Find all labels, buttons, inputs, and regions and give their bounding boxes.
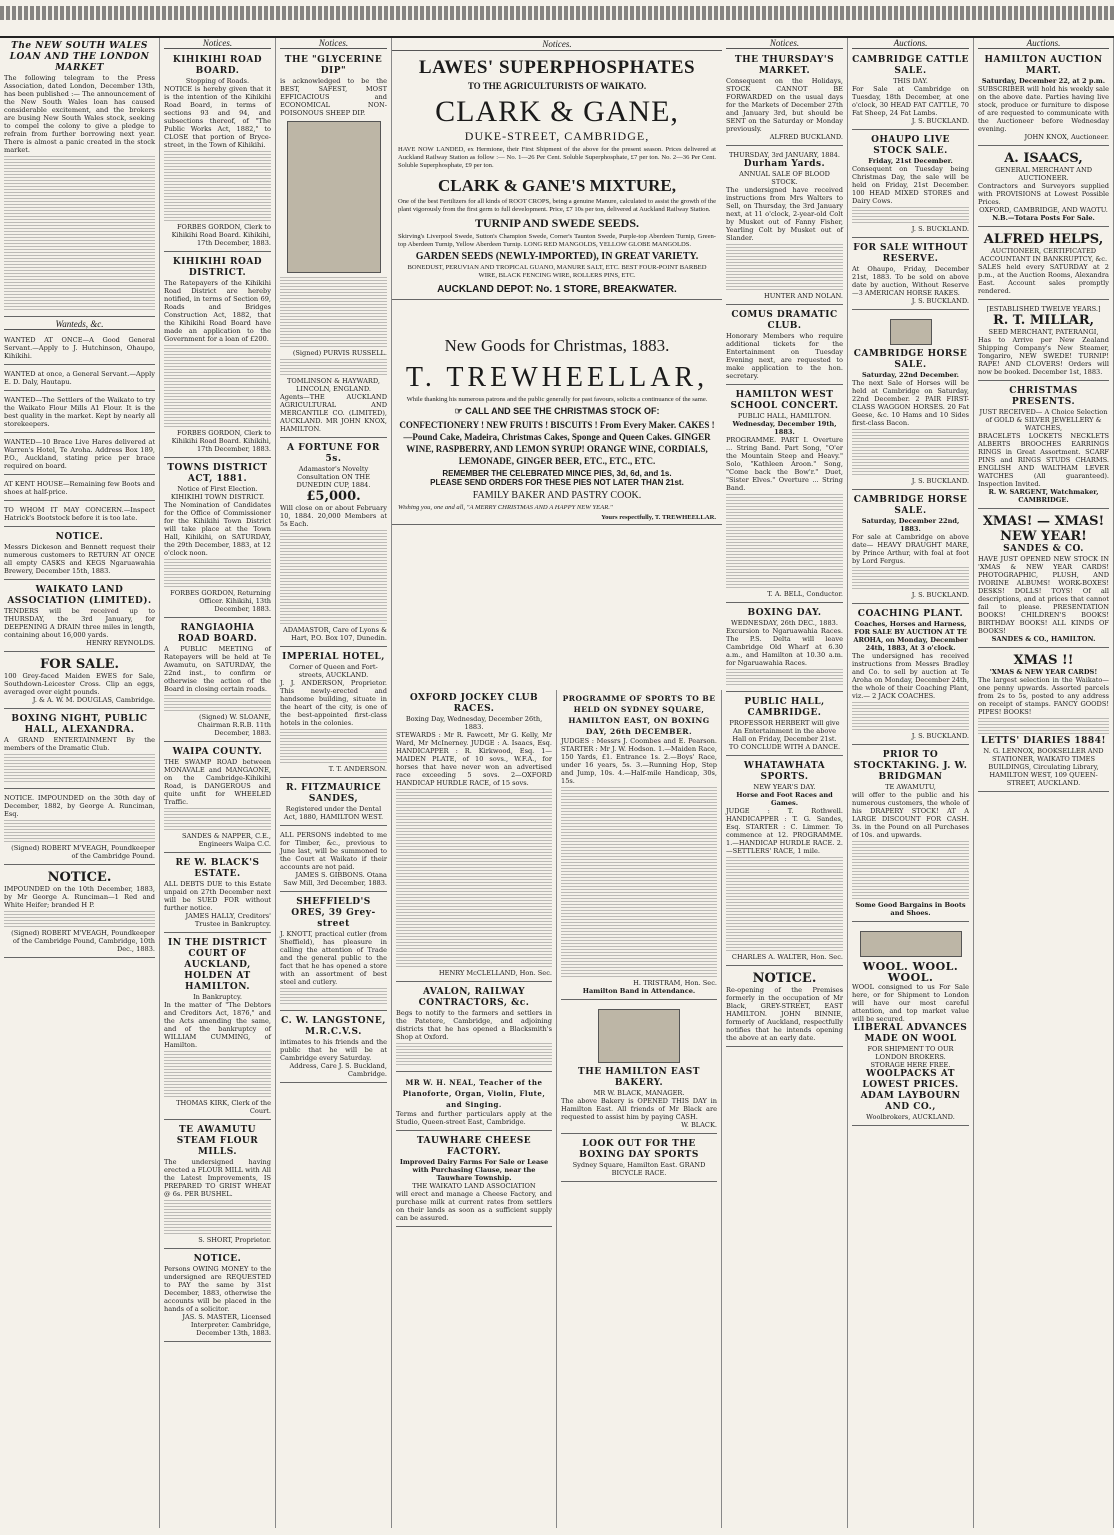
ad-body: Honorary Members who require additional tickets for the Entertainment on Tuesday Evening next, are requested to make application to the hon. secretary. [726,332,843,380]
ad-title: PROGRAMME OF SPORTS TO BE HELD ON SYDNEY SQUARE, HAMILTON EAST, ON BOXING DAY, 26th DECEMBER. [562,694,716,736]
ad-subtitle: Saturday, December 22, at 2 p.m. [981,77,1106,85]
column-2 [160,38,276,1528]
ad-district-court [164,935,271,1120]
ad-body: BRACELETS LOCKETS NECKLETS ALBERTS BROOCHES EARRINGS RINGS in Great Assortment. SCARF PINS and RINGS STUDS CHARMS. ENGLISH AND WALTHAM LEVER WATCHES (All guaranteed). Inspection Invited. [978,432,1109,488]
ad-signature: Yours respectfully, T. TREWHEELLAR. [601,514,716,521]
ad-signature: N. G. LENNOX, BOOKSELLER AND STATIONER, WAIKATO TIMES BUILDINGS, Circulating Library, HAMILTON WEST, 109 QUEEN-STREET, AUCKLAND. [983,747,1104,787]
ad-oxford-jockey-club [396,690,552,982]
ad-body: Messrs Dickeson and Bennett request their numerous customers to RETURN AT ONCE all empty CASKS and KEGS Ngaruawahia Brewery, December 15th, 1883. [4,543,155,575]
ad-body: will offer to the public and his numerous customers, the whole of his DRAPERY STOCK! AT A LARGE DISCOUNT FOR CASH. 3s. in the Pound on all Purchases of 10s. and upwards. [852,791,969,839]
ad-subtitle: TO THE AGRICULTURISTS OF WAIKATO. [467,81,647,91]
ad-subtitle: THIS DAY. [893,77,928,85]
ad-title: ALFRED HELPS, [983,232,1104,247]
ad-body: Contractors and Surveyors supplied with PROVISIONS at Lowest Possible Prices. [978,182,1109,206]
ad-body: 100 Grey-faced Maiden EWES for Sale, Southdown-Leicester Cross. Clip an eggs, averaged over eight pounds. [4,672,155,696]
bakery-illustration [598,1009,680,1063]
ad-subtitle: Horse and Foot Races and Games. [736,791,833,807]
ad-wanted-3: WANTED—The Settlers of the Waikato to try the Waikato Flour Mills A1 Flour. It is the best quality in the market. Kept by nearly all storekeepers. [4,393,155,433]
ad-signature: HENRY McCLELLAND, Hon. Sec. [438,969,552,977]
ad-body: TENDERS will be received up to THURSDAY, the 3rd January, for DEEPENING A DRAIN three miles in length, containing about 16,000 yards. [4,607,155,639]
ad-prize: £5,000. [306,489,361,504]
ad-notice-binnie [726,968,843,1047]
section-wanteds: Wanteds, &c. [4,319,155,330]
ad-heading-liberal: LIBERAL ADVANCES MADE ON WOOL [853,1023,968,1044]
ad-title: PUBLIC HALL, CAMBRIDGE. [744,697,825,718]
ad-christmas-presents [978,383,1109,509]
ad-lawes-superphosphates [392,38,722,300]
ad-body: Consequent on Tuesday being Christmas Day, the sale will be held on Friday, 21st December. 100 HEAD MIXED STORES and Dairy Cows. [852,165,969,205]
ad-cambridge-cattle-sale [852,52,969,130]
ad-wanted-4: WANTED—10 Brace Live Hares delivered at Warren's Hotel, Te Aroha. Address Box 189, P.O., Auckland, stating price per brace required on board. [4,435,155,475]
ad-waipa-county [164,744,271,853]
ad-body: IMPOUNDED on the 10th December, 1883, by Mr George A. Runciman—1 Red and White Heifer; branded H P. [4,885,155,909]
ad-lennox-xmas [978,650,1109,792]
ad-laybourn-wool [852,924,969,1126]
ad-signature: (Signed) W. SLOANE, Chairman R.R.B. 11th December, 1883. [197,713,271,737]
ad-title: New Goods for Christmas, 1883. [444,336,670,355]
ad-signature: ADAMASTOR, Care of Lyons & Hart, P.O. Box 107, Dunedin. [283,626,387,642]
article-body: The following telegram to the Press Association, dated London, December 13th, has been published :— The announcement of the New South Wales loan has caused considerable excitement, and the brokers are busing New South Wales stock, seeking to compel the colony to give a pledge to refrain from further borrowing next year. There is almost a panic created in the stock market. [4,74,155,154]
column-1 [0,38,160,1528]
column-6 [848,38,974,1528]
ad-heading-garden: GARDEN SEEDS (NEWLY-IMPORTED), IN GREAT VARIETY. [415,251,699,262]
pointing-hand-icon: ☞ [454,406,466,416]
ad-sale-without-reserve [852,240,969,310]
article-nsw-loan [4,38,155,317]
ad-body: HAVE JUST OPENED NEW STOCK IN 'XMAS & NEW YEAR CARDS! PHOTOGRAPHIC, PLUSH, AND IVORINE ALBUMS! WORK-BOXES! DESKS! DOLLS! TOYS! Of all descriptions, and at prices that cannot fail to please. PRESENTATION BOOKS! CHILDREN'S BOOKS! BIRTHDAY BOOKS! ALL KINDS OF BOOKS! [978,555,1109,635]
ad-body: BONEDUST, PERUVIAN AND TROPICAL GUANO, MANURE SALT, ETC. BEST FOUR-POINT BARBED WIRE, BLACK FENCING WIRE, ROLLERS PINS, ETC. [407,264,707,279]
ad-hamilton-auction-mart [978,52,1109,146]
ad-body: While thanking his numerous patrons and the public generally for past favours, solicits a continuance of the same. [406,396,708,403]
ad-body: A PUBLIC MEETING of Ratepayers will be held at Te Awamutu, on SATURDAY, the 22nd inst., to confirm or otherwise the action of the Board in closing certain roads. [164,645,271,693]
ad-subtitle: JUST RECEIVED— A Choice Selection of GOLD & SILVER JEWELLERY & WATCHES, [979,408,1108,432]
ad-call [392,406,722,417]
ad-body: NOTICE. IMPOUNDED on the 30th day of December, 1882, by George A. Runciman, Esq. [4,794,155,818]
ad-heading-mixture: CLARK & GANE'S MIXTURE, [437,176,677,195]
ad-body: JUDGE : T. Rothwell. HANDICAPPER : T. G. Sandes, Esq. STARTER : C. Limmer. To commence at 12. PROGRAMME. 1.—HANDICAP HURDLE RACE. 2.—SETTLERS' RACE, 1 mile. [726,807,843,855]
ad-title: A. ISAACS, [1004,151,1083,166]
ad-title: AVALON, RAILWAY CONTRACTORS, &c. [418,987,530,1008]
ad-boxing-day-excursion [726,605,843,692]
ad-signature: N.B.—Totara Posts For Sale. [992,214,1095,222]
ad-bridgman-drapery [852,747,969,922]
ad-boxing-night [4,711,155,789]
ad-body: Re-opening of the Premises formerly in the occupation of Mr Black, GREY-STREET, EAST HAMILTON. JOHN BINNIE, formerly of Auckland, respectfully notifies that he intends opening the above at an early date. [726,986,843,1042]
ad-items: CONFECTIONERY ! NEW FRUITS ! BISCUITS ! From Every Maker. CAKES !—Pound Cake, Madeira, Christmas Cakes, Sponge and Queen Cakes. GINGER WINE, RASPBERRY, AND LEMON SYRUP! ORANGE WINE, CORDIALS, LEMONADE, GINGER BEER, ETC., ETC., ETC. [399,420,715,466]
ad-signature: J. S. BUCKLAND. [911,591,969,599]
ad-title: A FORTUNE FOR 5s. [287,443,380,464]
ad-body: The undersigned has received instructions from Messrs Bradley and Co. to sell by auction at Te Aroha on Monday, December 24th, the whole of their Coaching Plant, viz.— 2 JACK COACHES. [852,652,969,700]
ad-orders: PLEASE SEND ORDERS FOR THESE PIES NOT LATER THAN 21st. [430,478,684,487]
column-header: Notices. [392,38,722,51]
ad-title: COMUS DRAMATIC CLUB. [731,310,838,331]
ad-millar-seeds [978,302,1109,381]
ad-notice-master [164,1251,271,1342]
ad-hamilton-east-bakery [561,1002,717,1134]
ad-body: For Sale at Cambridge on Tuesday, 18th December, at one o'clock, 30 HEAD FAT CATTLE, 70 Fat Sheep, 24 Fat Lambs. [852,85,969,117]
ad-isaacs [978,148,1109,227]
ad-signature: W. BLACK. [681,1121,717,1129]
ad-subtitle: SANDES & CO. [1003,544,1084,554]
ad-body: The undersigned having erected a FLOUR MILL with All the Latest Improvements, IS PREPARED TO GRIST WHEAT @ 6s. PER BUSHEL. [164,1158,271,1198]
ad-subtitle: AUCTIONEER, CERTIFICATED ACCOUNTANT IN BANKRUPTCY, &c. [979,247,1108,263]
ad-subtitle: Improved Dairy Farms For Sale or Lease with Purchasing Clause, near the Tauwhare Township. [399,1158,549,1182]
ad-title: BOXING NIGHT, PUBLIC HALL, ALEXANDRA. [11,714,148,735]
ad-firm-name: ADAM LAYBOURN AND CO., [860,1091,961,1112]
ad-title: THE HAMILTON EAST BAKERY. [578,1067,700,1088]
ad-body: The Nomination of Candidates for the Office of Commissioner for the Kihikihi Town District will take place at the Town Hall, Kihikihi, on SATURDAY, the 29th December, 1883, at 12 o'clock noon. [164,501,271,557]
ad-impounded [4,791,155,865]
ad-subtitle: 'XMAS & NEW YEAR CARDS! [989,668,1098,676]
ad-established: [ESTABLISHED TWELVE YEARS.] [986,305,1101,313]
ad-subtitle: PUBLIC HALL, HAMILTON. [737,412,832,420]
ad-body: is acknowledged to be the BEST, SAFEST, MOST EFFICACIOUS and ECONOMICAL NON-POISONOUS SHEEP DIP. [280,77,387,117]
ad-signature: JAMES S. GIBBONS. Otana Saw Mill, 3rd December, 1883. [283,871,387,887]
ad-title: NOTICE. [47,870,112,885]
ad-wish: Wishing you, one and all, "A MERRY CHRISTMAS AND A HAPPY NEW YEAR." [398,504,613,511]
ad-rangiaohia-road-board [164,620,271,742]
ad-title: XMAS! — XMAS! NEW YEAR! [982,514,1105,544]
ad-call-text: CALL AND SEE THE CHRISTMAS STOCK OF: [465,406,660,416]
ad-body: THE SWAMP ROAD between MONAVALE and MANGAONE, on the Cambridge-Kihikihi Road, is DANGEROUS and quite unfit for WHEELED Traffic. [164,758,271,806]
ad-title: IN THE DISTRICT COURT OF AUCKLAND, HOLDEN AT HAMILTON. [167,938,268,992]
ad-langstone [280,1013,387,1083]
ad-subtitle: Adamastor's Novelty Consultation ON THE DUNEDIN CUP, 1884. [296,465,371,489]
ad-subtitle: Some Good Bargains in Boots and Shoes. [855,901,966,917]
ad-signature: J. S. BUCKLAND. [911,297,969,305]
ad-title: XMAS !! [1013,653,1074,668]
ad-body: Begs to notify to the farmers and settlers in the Patetere, Cambridge, and adjoining districts that he has opened a Blacksmith's Shop at Oxford. [396,1009,552,1041]
ad-subtitle: Corner of Queen and Fort-streets, AUCKLAND. [289,663,378,679]
ad-body: The undersigned have received instructions from Mrs Walters to Sell, on Thursday, the 3rd January next, at 11 o'clock, 2-year-old Colt by Musket out of Fanny Fisher, Yearling Colt by Musket out of Slander. [726,186,843,242]
ad-subtitle: Woolbrokers, AUCKLAND. [866,1113,955,1121]
ad-title: KIHIKIHI ROAD BOARD. [172,55,263,76]
ad-title: FOR SALE WITHOUT RESERVE. [853,243,968,264]
ad-signature: R. W. SARGENT, Watchmaker, CAMBRIDGE. [988,488,1099,504]
ad-subtitle: ANNUAL SALE OF BLOOD STOCK. [739,170,830,186]
ad-trewheellar [392,330,722,525]
ad-date: THURSDAY, 3rd JANUARY, 1884. [729,151,840,159]
ad-professor-herbert [726,694,843,756]
ad-subtitle: Sydney Square, Hamilton East. GRAND BICYCLE RACE. [572,1161,706,1177]
ad-title: IMPERIAL HOTEL, [282,652,385,662]
ad-body: The largest selection in the Waikato—one penny upwards. Assorted parcels from 2s to 5s, posted to any address on receipt of stamps. FANCY GOODS! PIPES! BOOKS! [978,676,1109,716]
ad-signature: (Signed) PURVIS RUSSELL. [292,349,387,357]
ad-kihikihi-road-board [164,52,271,252]
ad-signature: FORBES GORDON, Clerk to Kihikihi Road Board. Kihikihi, 17th December, 1883. [171,429,271,453]
ad-signature: J. S. BUCKLAND. [911,117,969,125]
ad-title: LOOK OUT FOR THE BOXING DAY SPORTS [579,1139,699,1160]
ad-subtitle: NEW YEAR'S DAY. [753,783,816,791]
ad-title: OXFORD JOCKEY CLUB RACES. [409,693,539,714]
ad-title: RANGIAOHIA ROAD BOARD. [177,623,258,644]
ad-diary: LETTS' DIARIES 1884! [981,736,1106,746]
ad-black-estate [164,855,271,933]
horse-illustration [890,319,932,345]
ad-band: Hamilton Band in Attendance. [582,987,696,995]
ad-subtitle: SEED MERCHANT, PATERANGI, [988,328,1099,336]
article-title: The NEW SOUTH WALES LOAN AND THE LONDON MARKET [9,41,150,73]
sheep-icons [860,931,962,957]
ad-title: KIHIKIHI ROAD DISTRICT. [172,257,263,278]
ad-cambridge-horse-sale-1 [852,312,969,490]
ad-title: TE AWAMUTU STEAM FLOUR MILLS. [176,1125,259,1157]
ad-title: HAMILTON AUCTION MART. [984,55,1103,76]
ad-signature: Orders will now be booked. December 1st, 1883. [978,360,1109,376]
ad-body: The above Bakery is OPENED THIS DAY in Hamilton East. All friends of Mr Black are requested to assist him by paying CASH. [561,1097,717,1121]
ad-address: DUKE-STREET, CAMBRIDGE, [464,129,650,143]
ad-signature: CHARLES A. WALTER, Hon. Sec. [731,953,843,961]
sheep-illustration [287,121,381,273]
ad-signature: Address, Care J. S. Buckland, Cambridge. [289,1062,387,1078]
ad-adamastor [280,440,387,647]
ad-body: Terms and further particulars apply at the Studio, Queen-street East, Cambridge. [396,1110,552,1126]
ad-signature: TOMLINSON & HAYWARD, LINCOLN, ENGLAND. [287,377,380,393]
column-5 [722,38,848,1528]
ad-date: Wednesday, December 19th, 1883. [732,420,837,436]
ad-heading-turnip: TURNIP AND SWEDE SEEDS. [474,216,640,230]
ad-wanted-2: WANTED at once, a General Servant.—Apply E. D. Daly, Hautapu. [4,367,155,391]
column-header: Notices. [280,38,387,49]
ad-body: Excursion to Ngaruawahia Races. The P.S. Delta will leave Cambridge Old Wharf at 6.30 a.m., and Hamilton at 10.30 a.m. for Ngaruawahia Races. [726,627,843,667]
ad-body: WOOL consigned to us For Sale here, or for Shipment to London will have our most careful attention, and top market value will be secured. [852,983,969,1023]
ad-signature: SANDES & NAPPER, C.E., Engineers Waipa C.C. [181,832,271,848]
ad-body: In the matter of "The Debtors and Creditors Act, 1876," and the Acts amending the same, and of the bankruptcy of WILLIAM CUMMING, of Hamilton. [164,1001,271,1049]
ad-imperial-hotel [280,649,387,778]
ad-title: WOOL. WOOL. WOOL. [862,960,959,984]
ad-title: WHATAWHATA SPORTS. [743,761,826,782]
ad-title: HAMILTON WEST SCHOOL CONCERT. [730,390,839,411]
ad-blood-stock [726,148,843,305]
ad-sheffield [280,894,387,1011]
ad-comus-dramatic [726,307,843,385]
ad-title: FOR SALE. [40,657,119,672]
ad-title: R. FITZMAURICE SANDES, [285,783,382,804]
ad-subtitle: THE WAIKATO LAND ASSOCIATION [412,1182,536,1190]
ad-title: WAIKATO LAND ASSOCIATION (LIMITED). [7,585,152,606]
ad-title: THE "GLYCERINE DIP" [284,55,383,76]
ad-signature: (Signed) ROBERT M'VEAGH, Poundkeeper of the Cambridge Pound, Cambridge, 10th Dec., 1883. [11,929,155,953]
ad-title: LAWES' SUPERPHOSPHATES [418,57,696,78]
ad-body: Has to Arrive per New Zealand Shipping Company's New Steamer, Tongariro, NEW SWEDE! TURNIP! RAPE! AND CLOVERS! [978,336,1109,368]
ad-signature: H. TRISTRAM, Hon. Sec. [633,979,717,987]
ad-subtitle: KIHIKIHI TOWN DISTRICT. [170,493,265,501]
ad-signature: JAMES HALLY, Creditors' Trustee in Bankruptcy. [185,912,271,928]
ad-subtitle: Friday, 21st December. [868,157,953,165]
ad-body: J. KNOTT, practical cutler (from Sheffield), has pleasure in calling the attention of Trade and the general public to the fact that he has opened a store with an assortment of best steel and cutlery. [280,930,387,986]
ad-body: Skirving's Liverpool Swede, Sutton's Champion Swede, Corner's Taunton Swede, Purple-top Aberdeen Turnip, Green-top Aberdeen Turnip, Yellow Aberdeen Turnip. LONG RED MANGOLDS, YELLOW GLOBE MANGOLDS. [398,233,716,248]
ad-school-concert [726,387,843,603]
ad-subtitle: OXFORD, CAMBRIDGE, AND WAOTU. [979,206,1108,214]
ad-body: NOTICE is hereby given that it is the intention of the Kihikihi Road Board, in terms of sections 93 and 94, and subsections thereof, of "The Public Works Act, 1882," to CLOSE that portion of Bryce-street, in the Town of Kihikihi. [164,85,271,149]
ad-title: CHRISTMAS PRESENTS. [1009,386,1078,407]
ad-subtitle: PROFESSOR HERBERT will give An Entertainment in the above Hall on Friday, December 21st. [729,719,840,743]
ad-title: SHEFFIELD'S ORES, 39 Grey-street [291,897,376,929]
ad-look-out [561,1136,717,1182]
ad-subtitle: Saturday, 22nd December. [862,371,959,379]
ad-title: CAMBRIDGE HORSE SALE. [853,495,968,516]
column-7 [974,38,1114,1528]
column-header: Notices. [164,38,271,49]
column-header: Notices. [726,38,843,49]
ad-neal-teacher [396,1074,552,1131]
ad-sports-programme [561,690,717,1000]
ad-body: ALL PERSONS indebted to me for Timber, &c., previous to June last, will be summoned to the Court at Waikato if their accounts are not paid. [280,831,387,871]
ad-baker: FAMILY BAKER AND PASTRY COOK. [472,490,642,501]
ad-title: CAMBRIDGE HORSE SALE. [853,349,968,370]
ad-signature: FORBES GORDON, Returning Officer. Kihikihi, 13th December, 1883. [170,589,271,613]
ad-coaching-plant [852,606,969,745]
ad-to-whom: TO WHOM IT MAY CONCERN.—Inspect Hatrick's Bootstock before it is too late. [4,503,155,527]
ad-signature: SANDES & CO., HAMILTON. [991,635,1096,643]
column-4-lower-left [392,690,557,1528]
ad-title: C. W. LANGSTONE, M.R.C.V.S. [281,1016,386,1037]
ad-subtitle: Boxing Day, Wednesday, December 26th, 1883. [405,715,543,731]
ad-tauwhare [396,1133,552,1227]
ad-title: RE W. BLACK'S ESTATE. [175,858,260,879]
ad-gibbons [280,828,387,892]
ad-signature: J. & A. W. M. DOUGLAS, Cambridge. [32,696,155,704]
ad-notice-impounded-2 [4,867,155,958]
ad-depot: AUCKLAND DEPOT: No. 1 STORE, BREAKWATER. [437,284,677,295]
ad-body: A GRAND ENTERTAINMENT By the members of the Dramatic Club. [4,736,155,752]
ad-heading-woolpacks: WOOLPACKS AT LOWEST PRICES. [862,1069,959,1090]
ad-for-sale [4,654,155,709]
ad-title: R. T. MILLAR, [992,313,1095,328]
column-3 [276,38,392,1528]
ad-subtitle: Saturday, December 22nd, 1883. [861,517,960,533]
ad-signature: ALFRED BUCKLAND. [769,133,843,141]
ad-wanted-1: WANTED AT ONCE—A Good General Servant.—Apply to J. Hutchinson, Ohaupo, Kihikihi. [4,333,155,365]
ad-subtitle: GENERAL MERCHANT AND AUCTIONEER. [994,166,1093,182]
ad-body: Consequent on the Holidays, STOCK CANNOT BE FORWARDED on the usual days for the Markets of December 27th and January 3rd, but should be SENT on the Saturday or Monday previously. [726,77,843,133]
ad-title: COACHING PLANT. [857,609,964,619]
ad-subtitle: FOR SHIPMENT TO OUR LONDON BROKERS. [867,1045,954,1061]
ad-body: will erect and manage a Cheese Factory, and purchase milk at current rates from settlers on their lands as soon as a sufficient supply can be assured. [396,1190,552,1222]
ad-title: WAIPA COUNTY. [172,747,263,757]
ad-subtitle: Coaches, Horses and Harness, FOR SALE BY AUCTION AT TE AROHA, on Monday, December 24th, 1883, At 3 o'clock. [853,620,968,652]
ad-subtitle: Notice of First Election. [177,485,258,493]
ad-body: J. J. ANDERSON, Proprietor. This newly-erected and handsome building, situate in the heart of the city, is one of the best-appointed first-class hotels in the colonies. [280,679,387,727]
ad-title: NOTICE. [55,532,104,542]
ad-alfred-helps [978,229,1109,300]
ad-avalon [396,984,552,1072]
ad-signature: J. S. BUCKLAND. [911,732,969,740]
masthead [0,0,1114,38]
ad-whatawhata-sports [726,758,843,966]
ad-body: STEWARDS : Mr R. Fawcett, Mr G. Kelly, Mr Ward, Mr McInerney. JUDGE : A. Isaacs, Esq. HANDICAPPER : R. Kirkwood, Esq. 1—MAIDEN PLATE, of 10 sovs., W.F.A., for horses that have never won an advertised race exceeding 5 sovs. 2—OXFORD HANDICAP HURDLE RACE, of 15 sovs. [396,731,552,787]
column-4-lower-right [557,690,722,1528]
ad-sandes-xmas [978,511,1109,648]
column-header: Auctions. [852,38,969,49]
ad-body: JUDGES : Messrs J. Coombes and E. Pearson. STARTER : Mr J. W. Hodson. 1.—Maiden Race, 150 Yards, £1. Entrance 1s. 2.—Boys' Race, under 16 years, 5s. 3.—Running Hop, Step and Jump, 10s. 4.—Half-mile Handicap, 30s, 15s. [561,737,717,785]
ad-signature: J. S. BUCKLAND. [911,477,969,485]
ad-subtitle: WEDNESDAY, 26th DEC., 1883. [731,619,838,627]
ad-body: At Ohaupo, Friday, December 21st, 1883. To be sold on above date by auction, Without Reserve—3 AMERICAN HORSE RAKES. [852,265,969,297]
masthead-print [0,6,1114,20]
ad-title: TOWNS DISTRICT ACT, 1881. [167,463,268,484]
ad-waikato-land [4,582,155,652]
ad-subtitle: TE AWAMUTU, [885,783,936,791]
ad-body: SUBSCRIBER will hold his weekly sale on the above date. Parties having live stock, produce or furniture to dispose of are requested to communicate with the Auctioneer before Wednesday evening. [978,85,1109,133]
ad-signature: JOHN KNOX, Auctioneer. [1024,133,1109,141]
ad-title: CAMBRIDGE CATTLE SALE. [852,55,969,76]
ad-kent-house: AT KENT HOUSE—Remaining few Boots and shoes at half-price. [4,477,155,501]
ad-notice-brewery [4,529,155,580]
ad-subtitle: In Bankruptcy. [193,993,242,1001]
ad-title: PRIOR TO STOCKTAKING. J. W. BRIDGMAN [853,750,968,782]
ad-body: For sale at Cambridge on above date— HEAVY DRAUGHT MARE, by Prince Arthur, with foal at foot by Lord Fergus. [852,533,969,565]
ad-subtitle: STORAGE HERE FREE. [870,1061,951,1069]
ad-body: Will close on or about February 10, 1884. 20,000 Members at 5s Each. [280,504,387,528]
ad-title: Durham Yards. [743,159,826,169]
ad-title: OHAUPO LIVE STOCK SALE. [871,135,950,156]
ad-glycerine-dip [280,52,387,438]
ad-firm-name: CLARK & GANE, [435,95,679,128]
ad-cambridge-horse-sale-2 [852,492,969,604]
ad-body: The next Sale of Horses will be held at Cambridge on Saturday, 22nd December. 2 PAIR FIRST-CLASS WAGGON HORSES. 20 Fat Geese, &c. 10 Hams and 10 Sides first-class Bacon. [852,379,969,427]
ad-mince-pies: REMEMBER THE CELEBRATED MINCE PIES, 3d, 6d, and 1s. [442,469,672,478]
ad-flour-mills [164,1122,271,1249]
ad-signature: HUNTER AND NOLAN. [763,292,843,300]
ad-thursday-market [726,52,843,146]
ad-signature: (Signed) ROBERT M'VEAGH, Poundkeeper of the Cambridge Pound. [11,844,155,860]
ad-title: MR W. H. NEAL, Teacher of the Pianoforte, Organ, Violin, Flute, and Singing. [402,1078,546,1109]
ad-signature: HENRY REYNOLDS. [86,639,155,647]
ad-title: THE THURSDAY'S MARKET. [734,55,835,76]
ad-body: intimates to his friends and the public that he will be at Cambridge every Saturday. [280,1038,387,1062]
ad-title: NOTICE. [752,971,817,986]
ad-signature: T. A. BELL, Conductor. [767,590,843,598]
ad-signature: THOMAS KIRK, Clerk of the Court. [176,1099,271,1115]
ad-signature: J. S. BUCKLAND. [911,225,969,233]
column-header: Auctions. [978,38,1109,49]
ad-ending: TO CONCLUDE WITH A DANCE. [728,743,841,751]
ad-title: TAUWHARE CHEESE FACTORY. [416,1136,532,1157]
ad-body: ALL DEBTS DUE to this Estate unpaid on 27th December next will be SUED FOR without further notice. [164,880,271,912]
ad-body: The Ratepayers of the Kihikihi Road District are hereby notified, in terms of Section 69, Roads and Bridges Construction Act, 1882, that the Kihikihi Road Board have made an application to the Government for a loan of £200. [164,279,271,343]
ad-sandes-dentist [280,780,387,826]
ad-body: Agents—THE AUCKLAND AGRICULTURAL AND MERCANTILE CO. (LIMITED), AUCKLAND. MR JOHN KNOX, HAMILTON. [280,393,387,433]
ad-title: BOXING DAY. [747,608,822,618]
ad-subtitle: MR W. BLACK, MANAGER. [593,1089,685,1097]
ad-body: Persons OWING MONEY to the undersigned are REQUESTED to PAY the same by 31st December, 1883, otherwise the accounts will be placed in the hands of a solicitor. [164,1265,271,1313]
ad-programme: PROGRAMME. PART I. Overture ... String Band. Part Song, "O'er the Mountain Steep and Heavy." Solo, "Kathleen Aroon." Song, "Come back the Bow'r." Duet, "Sister Elves." Overture ... String Band. [726,436,843,492]
ad-towns-district-act [164,460,271,618]
ad-signature: FORBES GORDON, Clerk to Kihikihi Road Board. Kihikihi, 17th December, 1883. [171,223,271,247]
ad-body: Registered under the Dental Act, 1880, HAMILTON WEST. [283,805,384,821]
ad-body: HAVE NOW LANDED, ex Hermione, their First Shipment of the above for the present season. Prices delivered at Auckland Railway Station as follow :— No. 1—26 Per Cent. Soluble Superphosphate, £7 per ton. No. 2—36 Per Cent. Soluble Superphosphate, £9 per ton. [398,146,716,169]
ad-signature: S. SHORT, Proprietor. [198,1236,271,1244]
ad-kihikihi-road-district [164,254,271,458]
ad-signature: JAS. S. MASTER, Licensed Interpreter. Cambridge, December 13th, 1883. [182,1313,271,1337]
ad-signature: T. T. ANDERSON. [328,765,387,773]
ad-ohaupo-stock-sale [852,132,969,238]
ad-name: T. TREWHEELLAR, [405,362,709,393]
ad-body: One of the best Fertilizers for all kinds of ROOT CROPS, being a genuine Manure, calculated to assist the growth of the plant vigorously from the first germ to full development. Price, £7 10s per ton, delivered at Auckland Railway Station. [398,198,716,213]
ad-body: SALES held every SATURDAY at 2 p.m., at the Auction Rooms, Alexandra East. Account sales promptly rendered. [978,263,1109,295]
ad-subtitle: Stopping of Roads. [185,77,250,85]
ad-title: NOTICE. [193,1254,242,1264]
